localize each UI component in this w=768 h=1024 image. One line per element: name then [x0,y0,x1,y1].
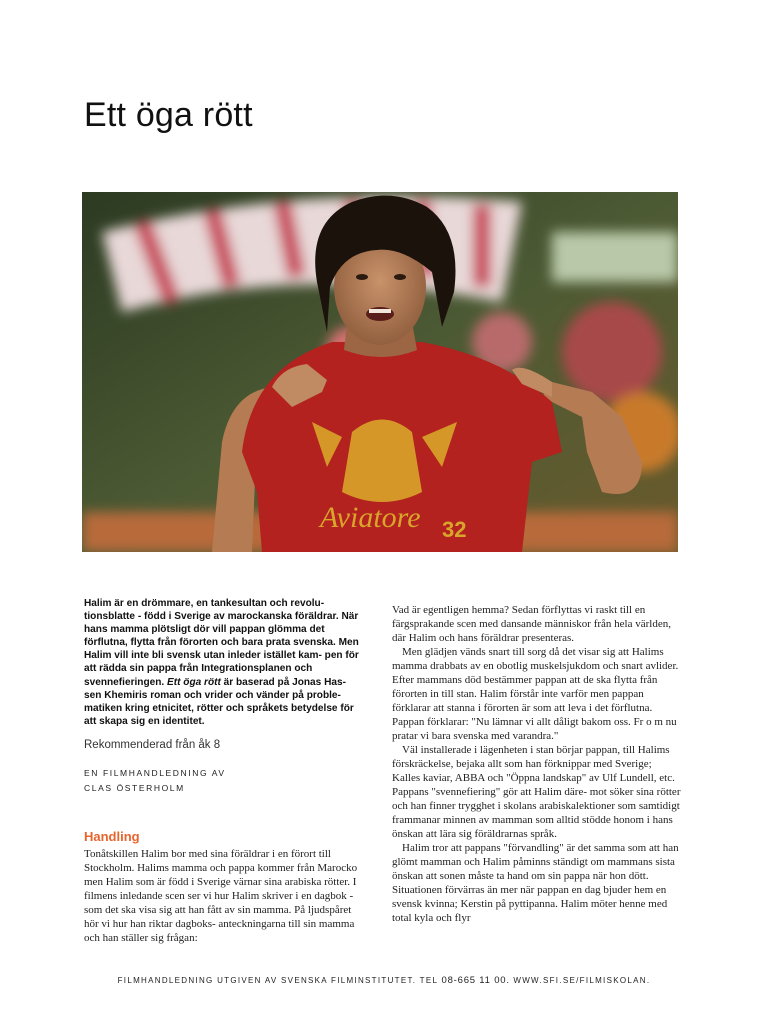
byline: EN FILMHANDLEDNING AV CLAS ÖSTERHOLM [84,767,226,793]
right-column [392,603,682,925]
body-paragraph: Väl installerade i lägenheten i stan börjar pappan, till Halims förskräckelse, bejaka allt som han förknippar med Sverige; Kalles kaviar, ABBA och "Öppna landskap" av Ulf Lundell, etc. Pappans "svennefiering" gör att Halim däre- mot söker sina rötter och han finner trygghet i skolans arabiskalektioner som samtidigt frammanar minnen av mamman som alltid stödde honom i hans önskan att lära sig föräldrarnas språk. [392,744,681,840]
footer-web-link: WWW.SFI.SE/FILMISKOLAN. [513,976,651,985]
footer-phone: 08-665 11 00. [441,975,510,986]
page-footer: FILMHANDLEDNING UTGIVEN AV SVENSKA FILMINSTITUTET. TEL 08-665 11 00. WWW.SFI.SE/FILMISKOLAN. [117,975,651,986]
handling-paragraph: Tonåtskillen Halim bor med sina föräldrar i en förort till Stockholm. Halims mamma och pappa kommer från Marocko men Halim som är född i Sverige värnar sina arabiska rötter. I filmens inledande scen ser vi hur Halim skriver i en dagbok - som det ska visa sig att han fått av sin mamma. På ljudspåret hör vi hur han riktar dagboks- anteckningarna till sin mamma och han ställer sig frågan: [84,847,358,944]
intro-paragraph: Halim är en drömmare, en tankesultan och revolu- tionsblatte - född i Sverige av marockanska föräldrar. När hans mamma plötsligt dör vill pappan glömma det förflutna, flytta från förorten och bara prata svenska. Men Halim vill inte bli svensk utan inleder istället kam- pen för att rädda sin pappa från Integrationsplanen och svennefieringen. Ett öga rött är baserad på Jonas Has- sen Khemiris roman och vrider och vänder på proble- matiken kring etnicitet, rötter och språkets betydelse för att skapa sig en identitet. [84,598,359,727]
film-still-photo [82,192,678,552]
shirt-print-number: 32 [442,517,467,542]
film-title-italic: Ett öga rött [167,676,221,688]
age-recommendation: Rekommenderad från åk 8 [84,738,221,751]
body-paragraph: Men glädjen vänds snart till sorg då det visar sig att Halims mamma drabbats av en obotlig muskelsjukdom och snart avlider. Efter mammans död bestämmer pappan att de ska flytta från förorten in till stan. Halim förstår inte varför men pappan förklarar att stanna i förorten är som att leva i det förflutna. Pappan förklarar: "Nu lämnar vi allt dåligt bakom oss. Fr o m nu pratar vi bara svenska med varandra." [392,646,679,742]
shirt-print-text: Aviatore [320,501,421,534]
body-paragraph: Halim tror att pappans "förvandling" är det samma som att han glömt mamman och Halim påminns ständigt om mammans sista önskan att sonen måste ta hand om sin pappa när hon dött. Situationen förvärras än mer när pappan en dag bjuder hem en svensk kvinna; Kerstin på pyttipanna. Halim möter henne med total kyla och flyr [392,842,679,924]
section-heading-handling: Handling [84,828,140,844]
left-column [84,597,364,945]
page-title: Ett öga rött [84,96,253,134]
body-paragraph: Vad är egentligen hemma? Sedan förflyttas vi raskt till en färgsprakande scen med dansande människor från hela världen, där Halim och hans föräldrar presenteras. [392,604,671,644]
